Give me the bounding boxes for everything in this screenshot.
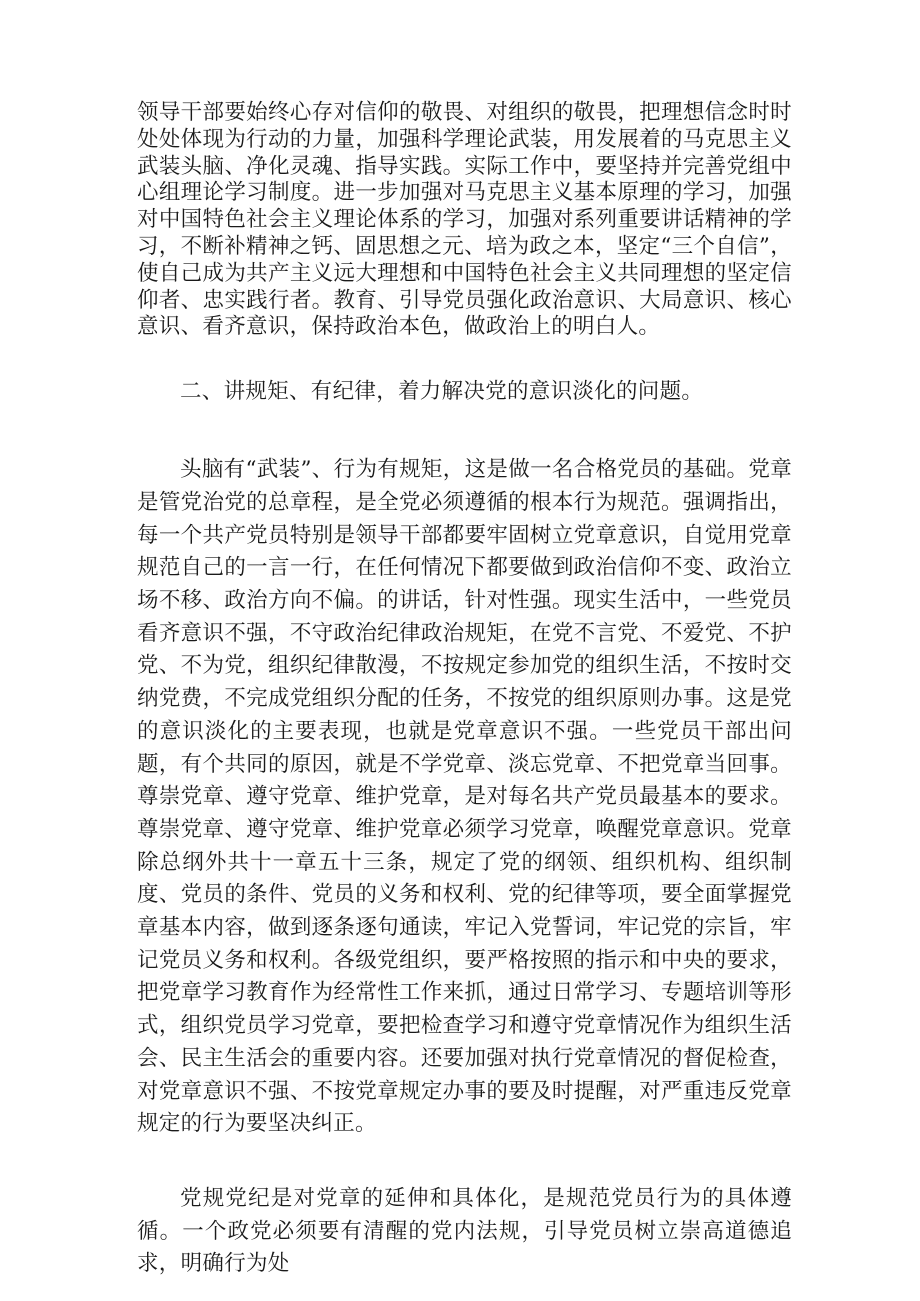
paragraph-intro: 领导干部要始终心存对信仰的敬畏、对组织的敬畏，把理想信念时时处处体现为行动的力量，加强科学理论武装，用发展着的马克思主义武装头脑、净化灵魂、指导实践。实际工作中，要坚持并完善党组中心组理论学习制度。进一步加强对马克思主义基本原理的学习，加强对中国特色社会主义理论体系的学习，加强对系列重要讲话精神的学习，不断补精神之钙、固思想之元、培为政之本，坚定“三个自信”，使自己成为共产主义远大理想和中国特色社会主义共同理想的坚定信仰者、忠实践行者。教育、引导党员强化政治意识、大局意识、核心意识、看齐意识，保持政治本色，做政治上的明白人。: [137, 100, 792, 340]
section-heading: 二、讲规矩、有纪律，着力解决党的意识淡化的问题。: [180, 379, 704, 405]
paragraph-body-2: 党规党纪是对党章的延伸和具体化，是规范党员行为的具体遵循。一个政党必须要有清醒的党内法规，引导党员树立崇高道德追求，明确行为处: [137, 1185, 792, 1277]
paragraph-body-1: 头脑有“武装”、行为有规矩，这是做一名合格党员的基础。党章是管党治党的总章程，是全党必须遵循的根本行为规范。强调指出，每一个共产党员特别是领导干部都要牢固树立党章意识，自觉用党章规范自己的一言一行，在任何情况下都要做到政治信仰不变、政治立场不移、政治方向不偏。的讲话，针对性强。现实生活中，一些党员看齐意识不强，不守政治纪律政治规矩，在党不言党、不爱党、不护党、不为党，组织纪律散漫，不按规定参加党的组织生活，不按时交纳党费，不完成党组织分配的任务，不按党的组织原则办事。这是党的意识淡化的主要表现，也就是党章意识不强。一些党员干部出问题，有个共同的原因，就是不学党章、淡忘党章、不把党章当回事。尊崇党章、遵守党章、维护党章，是对每名共产党员最基本的要求。尊崇党章、遵守党章、维护党章必须学习党章，唤醒党章意识。党章除总纲外共十一章五十三条，规定了党的纲领、组织机构、组织制度、党员的条件、党员的义务和权利、党的纪律等项，要全面掌握党章基本内容，做到逐条逐句通读，牢记入党誓词，牢记党的宗旨，牢记党员义务和权利。各级党组织，要严格按照的指示和中央的要求，把党章学习教育作为经常性工作来抓，通过日常学习、专题培训等形式，组织党员学习党章，要把检查学习和遵守党章情况作为组织生活会、民主生活会的重要内容。还要加强对执行党章情况的督促检查，对党章意识不强、不按党章规定办事的要及时提醒，对严重违反党章规定的行为要坚决纠正。: [137, 457, 792, 1137]
